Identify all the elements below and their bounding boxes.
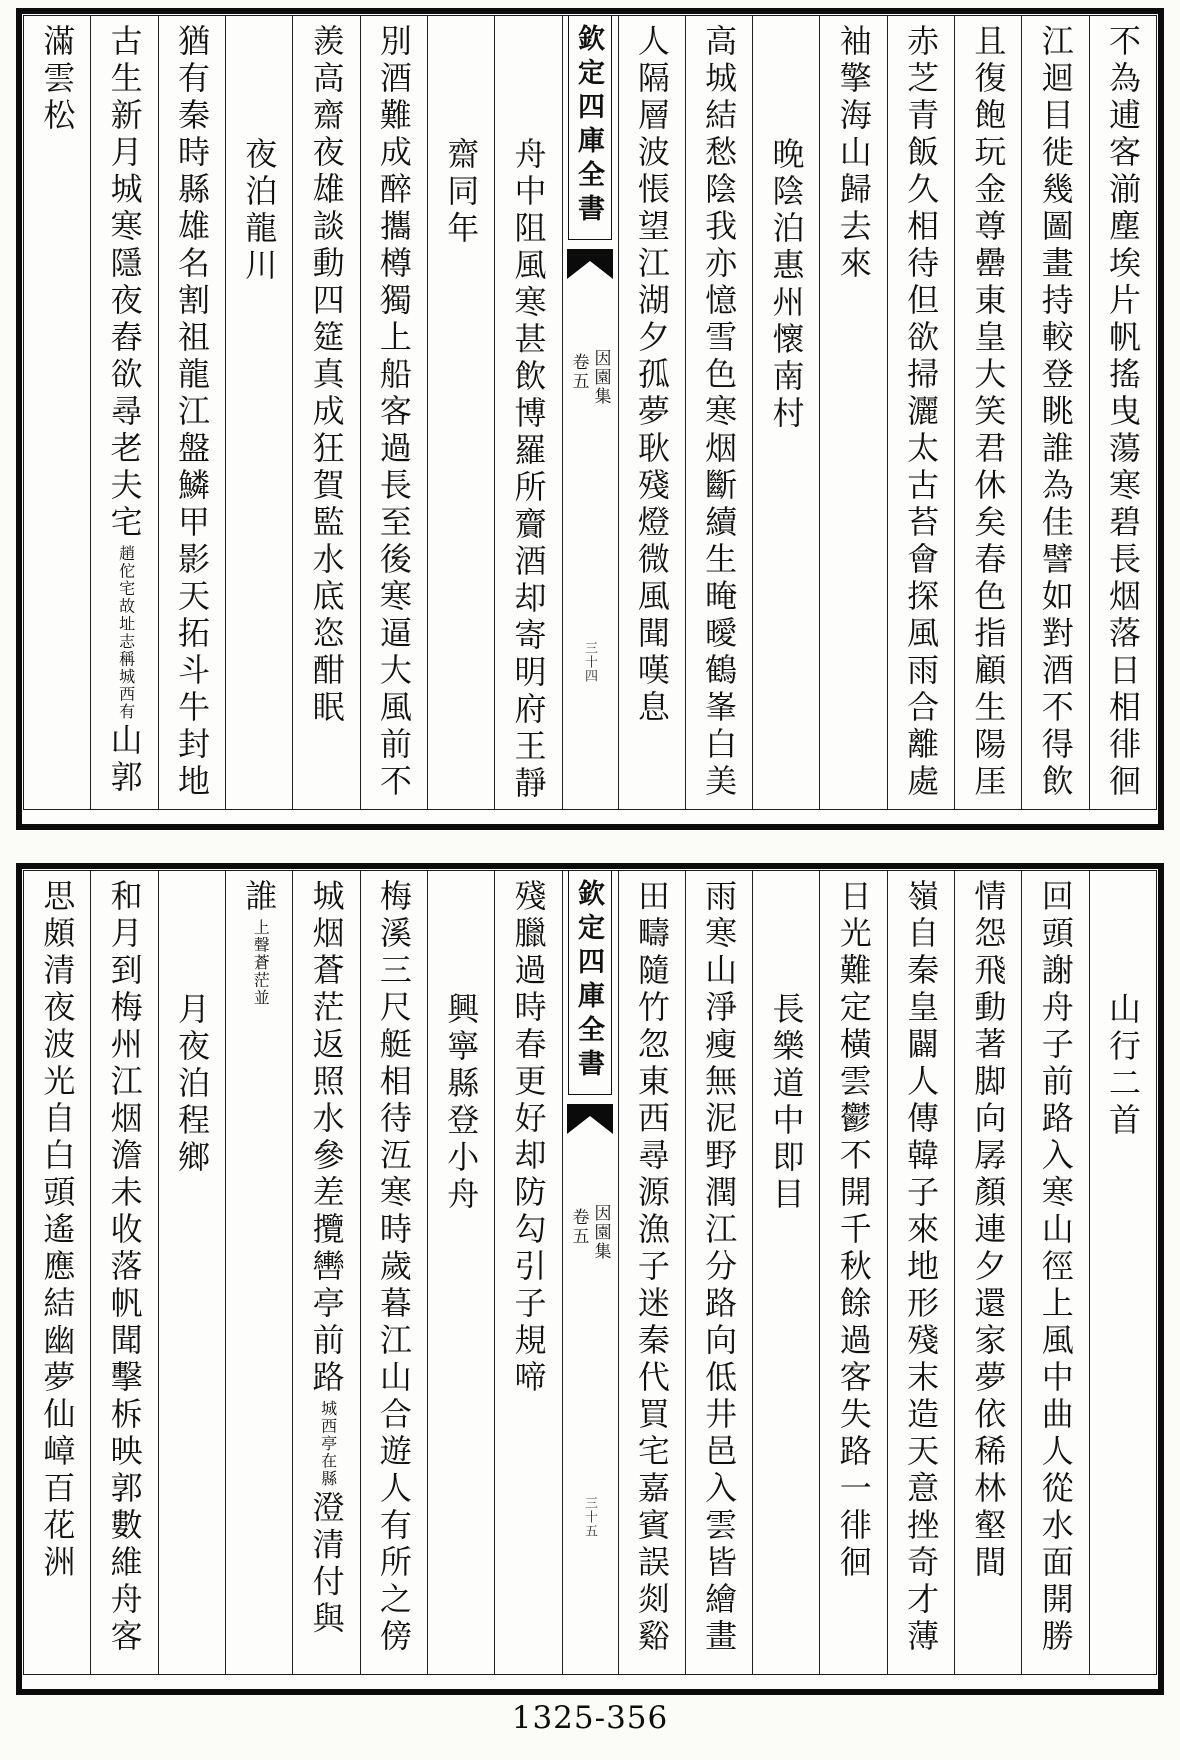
text-column — [24, 16, 90, 809]
text-columns-bottom — [24, 871, 1156, 1674]
fishtail-mark — [567, 249, 613, 279]
poem-text: 高城結愁陰我亦憶雪色寒烟斷續生晻曖鶴峯白美 — [701, 24, 738, 801]
poem-text: 赤芝青飯久相待但欲掃灑太古苔會探風雨合離處 — [903, 24, 940, 801]
text-column — [292, 16, 359, 809]
fold-book-title: 因園集 — [591, 349, 611, 406]
text-column — [685, 871, 752, 1674]
text-column — [158, 871, 225, 1674]
note-right-line: 蒼茫並 — [251, 954, 269, 1007]
text-column — [225, 871, 292, 1674]
poem-text: 回頭謝舟子前路入寒山徑上風中曲人從水面開勝 — [1037, 879, 1074, 1656]
poem-text: 興寧縣登小舟 — [443, 991, 480, 1214]
text-column — [90, 871, 157, 1674]
text-column — [225, 16, 292, 809]
fold-page-number: 三十五 — [583, 1496, 598, 1538]
poem-text: 嶺自秦皇闢人傳韓子來地形殘末造天意挫奇才薄 — [903, 879, 940, 1656]
text-column — [887, 871, 954, 1674]
text-column — [819, 16, 886, 809]
note-left-line: 上聲 — [251, 919, 269, 954]
plate-page-number: 1325-356 — [511, 1700, 669, 1736]
fold-juan-label: 卷五 — [569, 353, 589, 391]
text-column — [360, 871, 427, 1674]
text-column — [292, 871, 359, 1674]
leaf-inner-frame — [23, 15, 1157, 810]
poem-text: 山郭 — [106, 723, 143, 797]
text-column — [954, 871, 1021, 1674]
note-left-line: 城西 — [318, 1400, 336, 1435]
poem-text: 情怨飛動著脚向孱顏連夕還家夢依稀林壑間 — [970, 879, 1007, 1582]
poem-text: 雨寒山淨瘦無泥野潤江分路向低井邑入雲皆繪畫 — [701, 879, 738, 1656]
fold-juan-label: 卷五 — [569, 1208, 589, 1246]
siku-header-box: 欽定四庫全書 — [568, 871, 612, 1095]
text-column — [427, 16, 494, 809]
page-leaf-bottom — [16, 863, 1164, 1695]
poem-text: 袖擎海山歸去來 — [835, 24, 872, 283]
interlinear-note — [115, 545, 135, 720]
poem-text: 羨高齋夜雄談動四筵真成狂賀監水底恣酣眠 — [308, 24, 345, 727]
text-column — [887, 16, 954, 809]
interlinear-note — [249, 919, 269, 1007]
text-column — [24, 871, 90, 1674]
text-column — [1021, 871, 1088, 1674]
poem-text: 江迴目徙幾圖畫持較登眺誰為佳譬如對酒不得飲 — [1037, 24, 1074, 801]
poem-text: 且復飽玩金尊罍東皇大笑君休矣春色指顧生陽厓 — [970, 24, 1007, 801]
poem-text: 長樂道中即目 — [768, 991, 805, 1214]
poem-text: 人隔層波悵望江湖夕孤夢耿殘燈微風聞嘆息 — [633, 24, 670, 727]
fold-title-group — [570, 349, 611, 406]
leaf-inner-frame — [23, 870, 1157, 1675]
text-column — [618, 16, 685, 809]
poem-text: 和月到梅州江烟澹未收落帆聞擊柝映郭數維舟客 — [106, 879, 143, 1656]
text-column — [1021, 16, 1088, 809]
poem-text: 舟中阻風寒甚飲博羅所齎酒却寄明府王靜 — [510, 136, 547, 803]
poem-text: 城烟蒼茫返照水參差攬轡亭前路 — [308, 879, 345, 1397]
poem-text: 滿雲松 — [39, 24, 76, 135]
poem-text: 齋同年 — [443, 136, 480, 248]
poem-text: 日光難定橫雲鬱不開千秋餘過客失路一徘徊 — [835, 879, 872, 1582]
poem-text: 古生新月城寒隱夜舂欲尋老夫宅 — [106, 24, 143, 542]
note-right-line: 亭在縣 — [318, 1435, 336, 1488]
fold-column — [562, 16, 618, 809]
fold-page-number: 三十四 — [583, 641, 598, 683]
text-columns-top — [24, 16, 1156, 809]
poem-text: 別酒難成醉攜樽獨上船客過長至後寒逼大風前不 — [375, 24, 412, 801]
poem-text: 殘臘過時春更好却防勾引子規啼 — [510, 879, 547, 1397]
text-column — [90, 16, 157, 809]
text-column — [427, 871, 494, 1674]
fishtail-mark — [567, 1104, 613, 1134]
text-column — [685, 16, 752, 809]
text-column — [819, 871, 886, 1674]
text-column — [618, 871, 685, 1674]
page-leaf-top — [16, 8, 1164, 830]
interlinear-note — [317, 1400, 337, 1488]
poem-text: 田疇隨竹忽東西尋源漁子迷秦代買宅嘉賓誤剡谿 — [633, 879, 670, 1656]
poem-text: 不為逋客湔塵埃片帆搖曳蕩寒碧長烟落日相徘徊 — [1105, 24, 1141, 801]
poem-text: 山行二首 — [1105, 991, 1141, 1140]
text-column — [752, 871, 819, 1674]
poem-text: 猶有秦時縣雄名割祖龍江盤鱗甲影天拓斗牛封地 — [173, 24, 210, 801]
poem-text: 澄清付與 — [308, 1490, 345, 1639]
poem-text: 梅溪三尺艇相待沍寒時歲暮江山合遊人有所之傍 — [375, 879, 412, 1656]
text-column — [1089, 16, 1156, 809]
siku-header-box: 欽定四庫全書 — [568, 16, 612, 240]
note-left-line: 趙佗宅故址 — [116, 545, 134, 633]
text-column — [494, 16, 561, 809]
text-column — [360, 16, 427, 809]
poem-text: 誰 — [241, 879, 278, 916]
text-column — [158, 16, 225, 809]
text-column — [1089, 871, 1156, 1674]
poem-text: 晚陰泊惠州懷南村 — [768, 136, 805, 433]
fold-title-group — [570, 1204, 611, 1261]
note-right-line: 志稱城西有 — [116, 632, 134, 720]
text-column — [752, 16, 819, 809]
poem-text: 思頗清夜波光自白頭遙應結幽夢仙嶂百花洲 — [39, 879, 76, 1582]
poem-text: 月夜泊程鄉 — [173, 991, 210, 1177]
fold-column — [562, 871, 618, 1674]
poem-text: 夜泊龍川 — [241, 136, 278, 285]
fold-book-title: 因園集 — [591, 1204, 611, 1261]
text-column — [954, 16, 1021, 809]
text-column — [494, 871, 561, 1674]
